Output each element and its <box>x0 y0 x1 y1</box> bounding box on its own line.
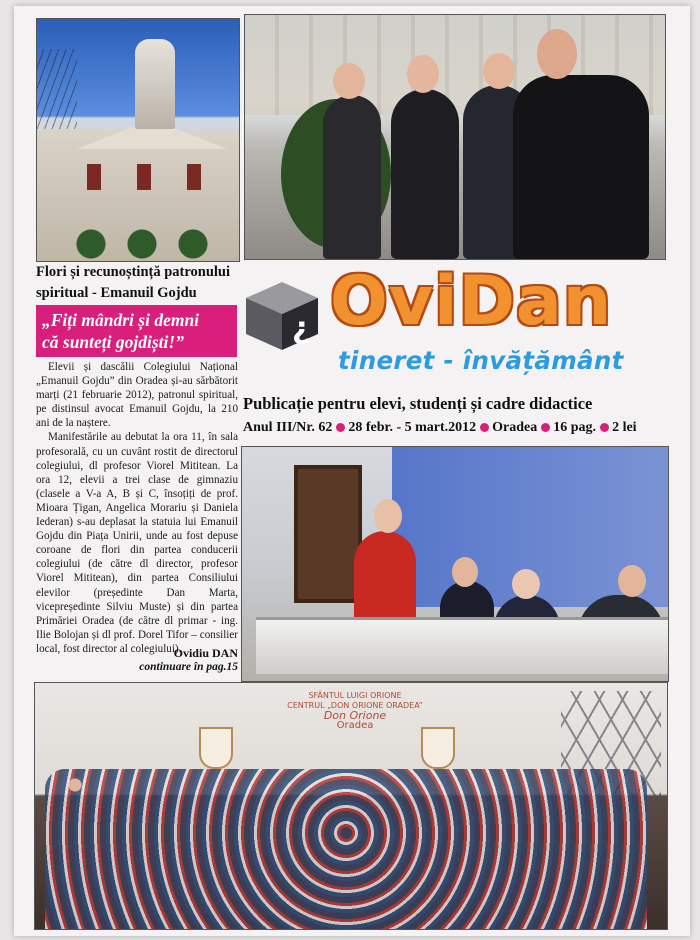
person-head <box>333 63 365 99</box>
photo-caption <box>36 262 241 304</box>
person-head <box>618 565 646 597</box>
person-head <box>512 569 540 599</box>
cube-logo-icon <box>244 280 320 352</box>
continued-note: continuare în pag.15 <box>139 661 238 673</box>
building-window <box>137 164 151 190</box>
bullet-icon <box>600 423 609 432</box>
headline-line: că sunteți gojdiști!” <box>42 332 184 352</box>
banner-line: Oradea <box>336 720 374 731</box>
banner-line: CENTRUL „DON ORIONE ORADEA” <box>287 701 423 710</box>
caption-line: Flori și recunoștință patronului <box>36 264 231 280</box>
masthead-title: OviDan <box>330 262 613 341</box>
statue <box>135 39 175 129</box>
building-window <box>187 164 201 190</box>
person <box>513 75 649 259</box>
student-group <box>45 769 647 929</box>
officials-photo <box>244 14 666 260</box>
shield-icon <box>421 727 455 769</box>
wall-banner <box>265 691 445 731</box>
building-window <box>87 164 101 190</box>
person-head <box>407 55 439 93</box>
issue-price: 2 lei <box>612 420 637 435</box>
group-photo <box>34 682 668 930</box>
flower-wreaths <box>57 227 227 261</box>
person-head <box>374 499 402 533</box>
logo-glyph: ¿ <box>292 311 310 346</box>
person-head <box>452 557 478 587</box>
issue-info <box>243 420 668 436</box>
banner-line: Don Orione <box>323 709 387 722</box>
door <box>294 465 362 603</box>
masthead-tagline: Publicație pentru elevi, studenți și cadre didactice <box>243 394 593 413</box>
issue-pages: 16 pag. <box>553 420 597 435</box>
person <box>354 531 416 627</box>
classroom-photo <box>241 446 669 682</box>
statue-photo <box>36 18 240 262</box>
headline-line: „Fiți mândri și demni <box>42 310 200 330</box>
masthead-subtitle: tineret - învățământ <box>338 346 624 375</box>
person-head <box>537 29 577 79</box>
caption-line: spiritual - Emanuil Gojdu <box>36 285 197 301</box>
presidium-desk <box>256 617 668 674</box>
issue-city: Oradea <box>492 420 538 435</box>
person <box>323 95 381 259</box>
person <box>391 89 459 259</box>
bullet-icon <box>336 423 345 432</box>
article-headline <box>36 305 237 357</box>
issue-number: Anul III/Nr. 62 <box>243 420 333 435</box>
bullet-icon <box>480 423 489 432</box>
issue-dates: 28 febr. - 5 mart.2012 <box>348 420 477 435</box>
article-body <box>36 360 238 656</box>
article-paragraph: Manifestările au debutat la ora 11, în sala profesorală, cu un cuvânt rostit de directorul colegiului, dl profesor Viorel Mititean. La ora 12, elevii a trei clase de gimnaziu (clasele a V-a A, B și C, însoțiți de prof. Mioara Țigan, Angelica Morariu și Daniela Iederan) s-au deplasat la statuia lui Emanuil Gojdu din Piața Unirii, unde au fost depuse coroane de flori din partea conducerii colegiului (de către dl director, profesor Viorel Mititean), din partea Consiliului elevilor (președinte Dan Marta, vicepreședinte Silviu Muste) și din partea Primăriei Oradea (de către dl primar - ing. Ilie Bolojan și dl prof. Dorel Tifor – consilier local, fost director al colegiului). <box>36 431 238 655</box>
person-head <box>483 53 515 89</box>
banner-line: SFÂNTUL LUIGI ORIONE <box>308 691 402 700</box>
shield-icon <box>199 727 233 769</box>
article-paragraph: Elevii și dascălii Colegiului Național „Emanuil Gojdu” din Oradea și-au sărbătorit marți (21 februarie 2012), patronul spiritual, pe distinsul avocat Emanuil Gojdu, la 210 ani de la naștere. <box>36 361 238 430</box>
article-author: Ovidiu DAN <box>173 646 238 660</box>
bullet-icon <box>541 423 550 432</box>
